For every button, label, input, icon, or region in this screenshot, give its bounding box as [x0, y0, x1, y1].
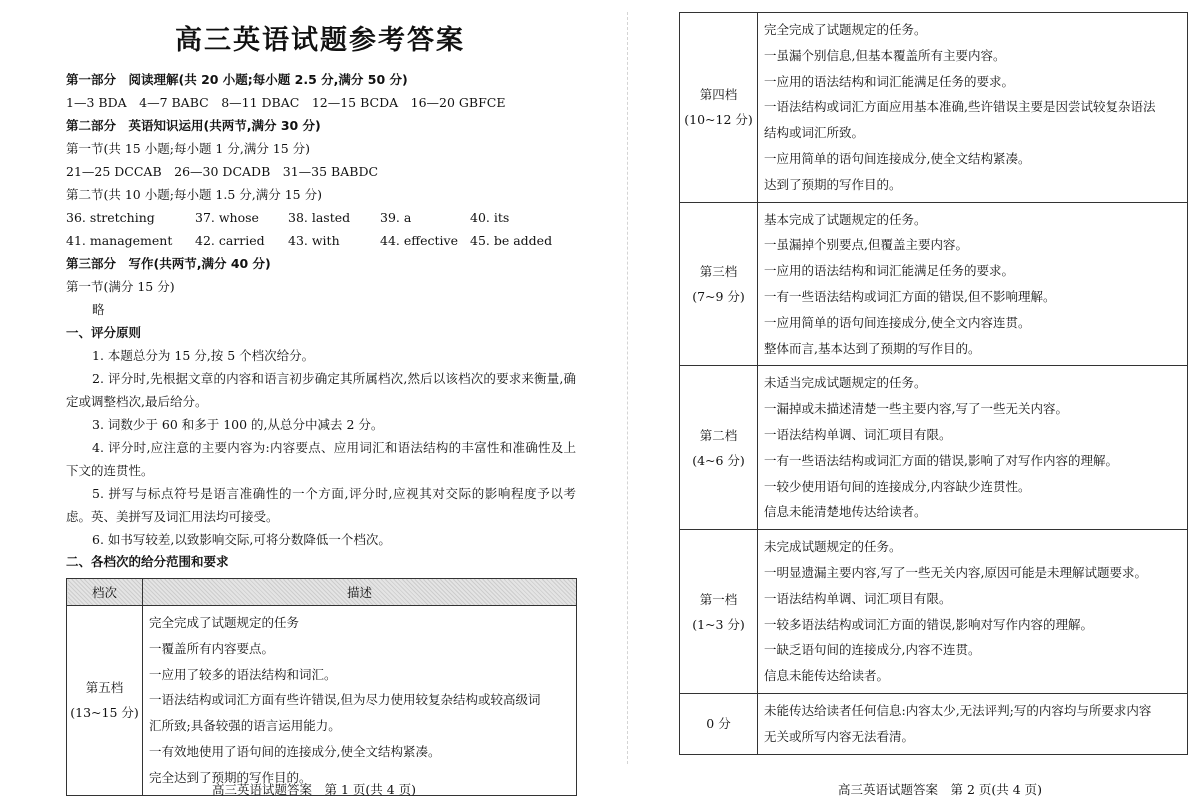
answer-41: 41. management — [66, 233, 173, 248]
description-line: 一语法结构或词汇方面有些许错误,但为尽力使用较复杂结构或较高级词 — [149, 692, 541, 708]
description-line: 一应用了较多的语法结构和词汇。 — [149, 666, 337, 682]
description-line: 一有一些语法结构或词汇方面的错误,但不影响理解。 — [764, 288, 1056, 304]
column-header-description: 描述 — [143, 579, 577, 606]
principle-6: 6. 如书写较差,以致影响交际,可将分数降低一个档次。 — [92, 532, 391, 547]
page-footer: 高三英语试题答案 第 1 页(共 4 页) — [212, 782, 417, 797]
table-row — [680, 366, 1188, 530]
description-line: 一有效地使用了语句间的连接成分,使全文结构紧凑。 — [149, 743, 441, 759]
description-line: 整体而言,基本达到了预期的写作目的。 — [764, 340, 981, 356]
description-line: 一漏掉或未描述清楚一些主要内容,写了一些无关内容。 — [764, 401, 1068, 417]
score-ranges-heading: 二、各档次的给分范围和要求 — [66, 554, 229, 569]
principle-4: 4. 评分时,应注意的主要内容为:内容要点、应用词汇和语法结构的丰富性和准确性及上下文的连贯性。 — [66, 440, 576, 478]
answer-36: 36. stretching — [66, 210, 155, 225]
description-cell — [758, 13, 1188, 203]
description-line: 基本完成了试题规定的任务。 — [764, 211, 927, 227]
answer-43: 43. with — [288, 233, 340, 248]
answer-38: 38. lasted — [288, 210, 351, 225]
grading-table-part1 — [66, 578, 577, 796]
description-line: 一覆盖所有内容要点。 — [149, 640, 275, 656]
description-cell — [143, 606, 577, 796]
level-name: 第三档 — [699, 263, 738, 279]
column-header-level: 档次 — [67, 579, 143, 606]
answer-40: 40. its — [470, 210, 510, 225]
part3-section1-heading: 第一节(满分 15 分) — [66, 279, 175, 294]
description-cell — [758, 366, 1188, 530]
description-line: 一较多语法结构或词汇方面的错误,影响对写作内容的理解。 — [764, 616, 1093, 632]
part1-heading: 第一部分 阅读理解(共 20 小题;每小题 2.5 分,满分 50 分) — [66, 72, 408, 87]
level-name: 第五档 — [85, 680, 124, 696]
description-line: 一应用简单的语句间连接成分,使全文内容连贯。 — [764, 314, 1031, 330]
description-line: 一应用的语法结构和词汇能满足任务的要求。 — [764, 73, 1015, 89]
scoring-principles-heading: 一、评分原则 — [66, 325, 142, 340]
principle-1: 1. 本题总分为 15 分,按 5 个档次给分。 — [92, 348, 315, 363]
description-line: 信息未能传达给读者。 — [764, 668, 890, 684]
level-cell — [680, 13, 758, 203]
table-row — [680, 202, 1188, 366]
level-range: (13~15 分) — [70, 705, 139, 721]
grading-table-part2 — [679, 12, 1188, 755]
description-line: 一缺乏语句间的连接成分,内容不连贯。 — [764, 642, 981, 658]
answer-45: 45. be added — [470, 233, 553, 248]
description-line: 一语法结构单调、词汇项目有限。 — [764, 590, 952, 606]
table-row — [67, 606, 577, 796]
description-line: 结构或词汇所致。 — [764, 125, 865, 141]
description-line: 一虽漏个别信息,但基本覆盖所有主要内容。 — [764, 47, 1006, 63]
description-line: 一语法结构或词汇方面应用基本准确,些许错误主要是因尝试较复杂语法 — [764, 99, 1156, 115]
answer-44: 44. effective — [380, 233, 459, 248]
part3-omitted: 略 — [92, 302, 105, 317]
level-range: (1~3 分) — [692, 616, 745, 632]
description-line: 完全完成了试题规定的任务 — [149, 615, 300, 630]
description-line: 一虽漏掉个别要点,但覆盖主要内容。 — [764, 237, 968, 253]
description-line: 未能传达给读者任何信息:内容太少,无法评判;写的内容均与所要求内容 — [764, 702, 1152, 718]
level-name: 第二档 — [699, 427, 738, 443]
description-cell — [758, 530, 1188, 694]
level-cell — [67, 606, 143, 796]
table-row — [680, 530, 1188, 694]
level-name: 第四档 — [699, 87, 738, 103]
description-line: 未适当完成试题规定的任务。 — [764, 375, 927, 391]
description-line: 一应用简单的语句间连接成分,使全文结构紧凑。 — [764, 150, 1031, 166]
table-row — [680, 693, 1188, 754]
description-line: 未完成试题规定的任务。 — [764, 539, 902, 555]
level-name: 0 分 — [706, 716, 731, 732]
part2-heading: 第二部分 英语知识运用(共两节,满分 30 分) — [66, 118, 321, 133]
description-line: 达到了预期的写作目的。 — [764, 176, 902, 192]
answer-37: 37. whose — [195, 210, 259, 225]
level-range: (4~6 分) — [692, 452, 745, 468]
part2-section1-heading: 第一节(共 15 小题;每小题 1 分,满分 15 分) — [66, 141, 311, 156]
part1-answers: 1—3 BDA 4—7 BABC 8—11 DBAC 12—15 BCDA 16—20 GBFCE — [66, 95, 506, 110]
principle-5: 5. 拼写与标点符号是语言准确性的一个方面,评分时,应视其对交际的影响程度予以考虑。英、美拼写及词汇用法均可接受。 — [66, 486, 576, 524]
description-line: 一较少使用语句间的连接成分,内容缺少连贯性。 — [764, 478, 1031, 494]
answer-39: 39. a — [380, 210, 412, 225]
level-name: 第一档 — [699, 591, 738, 607]
description-line: 无关或所写内容无法看清。 — [764, 728, 915, 744]
part2-section1-answers: 21—25 DCCAB 26—30 DCADB 31—35 BABDC — [66, 164, 379, 179]
description-line: 汇所致;具备较强的语言运用能力。 — [149, 718, 341, 734]
description-cell — [758, 202, 1188, 366]
table-header-row — [67, 579, 577, 606]
description-line: 一语法结构单调、词汇项目有限。 — [764, 426, 952, 442]
document-title: 高三英语试题参考答案 — [175, 25, 465, 56]
description-line: 一应用的语法结构和词汇能满足任务的要求。 — [764, 263, 1015, 279]
page-divider — [627, 12, 628, 764]
principle-3: 3. 词数少于 60 和多于 100 的,从总分中减去 2 分。 — [92, 417, 384, 432]
part2-section2-heading: 第二节(共 10 小题;每小题 1.5 分,满分 15 分) — [66, 187, 322, 202]
table-row — [680, 13, 1188, 203]
level-cell — [680, 202, 758, 366]
answer-42: 42. carried — [195, 233, 265, 248]
level-cell — [680, 366, 758, 530]
description-line: 一明显遗漏主要内容,写了一些无关内容,原因可能是未理解试题要求。 — [764, 564, 1147, 580]
level-range: (10~12 分) — [684, 112, 753, 128]
description-line: 完全完成了试题规定的任务。 — [764, 22, 927, 37]
description-line: 完全达到了预期的写作目的。 — [149, 769, 312, 785]
level-cell — [680, 530, 758, 694]
description-line: 一有一些语法结构或词汇方面的错误,影响了对写作内容的理解。 — [764, 452, 1118, 468]
level-cell — [680, 693, 758, 754]
level-range: (7~9 分) — [692, 288, 745, 304]
principle-2: 2. 评分时,先根据文章的内容和语言初步确定其所属档次,然后以该档次的要求来衡量,确定或调整档次,最后给分。 — [66, 371, 576, 409]
part3-heading: 第三部分 写作(共两节,满分 40 分) — [66, 256, 271, 271]
page-footer: 高三英语试题答案 第 2 页(共 4 页) — [838, 782, 1043, 797]
description-line: 信息未能清楚地传达给读者。 — [764, 504, 927, 520]
description-cell — [758, 693, 1188, 754]
